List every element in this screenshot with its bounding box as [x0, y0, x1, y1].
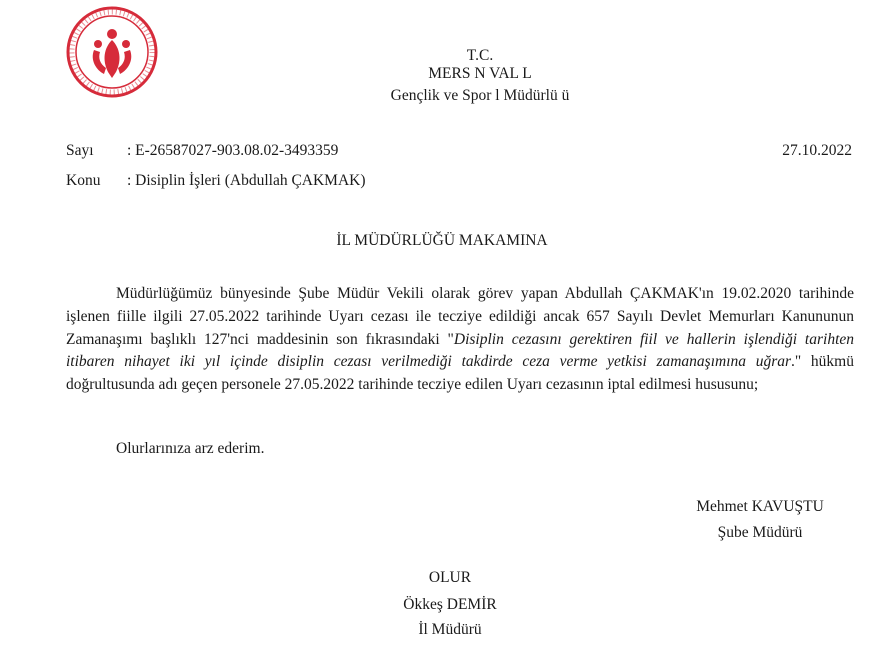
header-directorate: Gençlik ve Spor l Müdürlü ü [390, 87, 570, 104]
header-tc: T.C. [466, 47, 494, 64]
signer-title: Şube Müdürü [717, 524, 803, 541]
konu-label: Konu [66, 172, 101, 189]
closing-line: Olurlarınıza arz ederim. [116, 440, 265, 457]
body-quote: Disiplin cezasını gerektiren fiil ve hallerin işlendiği tarihten itibaren nihayet iki yıl içinde disiplin cezası verilmediği takdirde ceza verme yetkisi zamanaşımına uğrar [66, 330, 854, 371]
document-date: 27.10.2022 [782, 142, 852, 159]
signer-name: Mehmet KAVUŞTU [696, 498, 824, 515]
sayi-label: Sayı [66, 142, 94, 159]
sayi-value: : E-26587027-903.08.02-3493359 [127, 142, 339, 159]
approval-olur: OLUR [428, 569, 472, 586]
konu-value: : Disiplin İşleri (Abdullah ÇAKMAK) [127, 172, 366, 189]
approver-title: İl Müdürü [418, 621, 482, 638]
approver-name: Ökkeş DEMİR [403, 596, 497, 613]
body-part-1: Müdürlüğümüz bünyesinde Şube Müdür Vekili olarak görev yapan Abdullah ÇAKMAK'ın 19.02.2020 tarihinde işlenen fiille ilgili 27.05.2022 tarihinde Uyarı cezası ile tecziye edildiği ancak 657 Sayılı Devlet Memurları Kanununun Zamanaşımı başlıklı 127'nci maddesinin son fıkrasındaki " [66, 285, 854, 348]
addressee: İL MÜDÜRLÜĞÜ MAKAMINA [336, 232, 548, 249]
body-part-2: ." hükmü doğrultusunda adı geçen personele 27.05.2022 tarihinde tecziye edilen Uyarı cezasının iptal edilmesi hususunu; [66, 353, 854, 394]
body-paragraph [66, 283, 854, 397]
ministry-logo [64, 4, 160, 100]
header-governorship: MERS N VAL L [428, 65, 532, 82]
